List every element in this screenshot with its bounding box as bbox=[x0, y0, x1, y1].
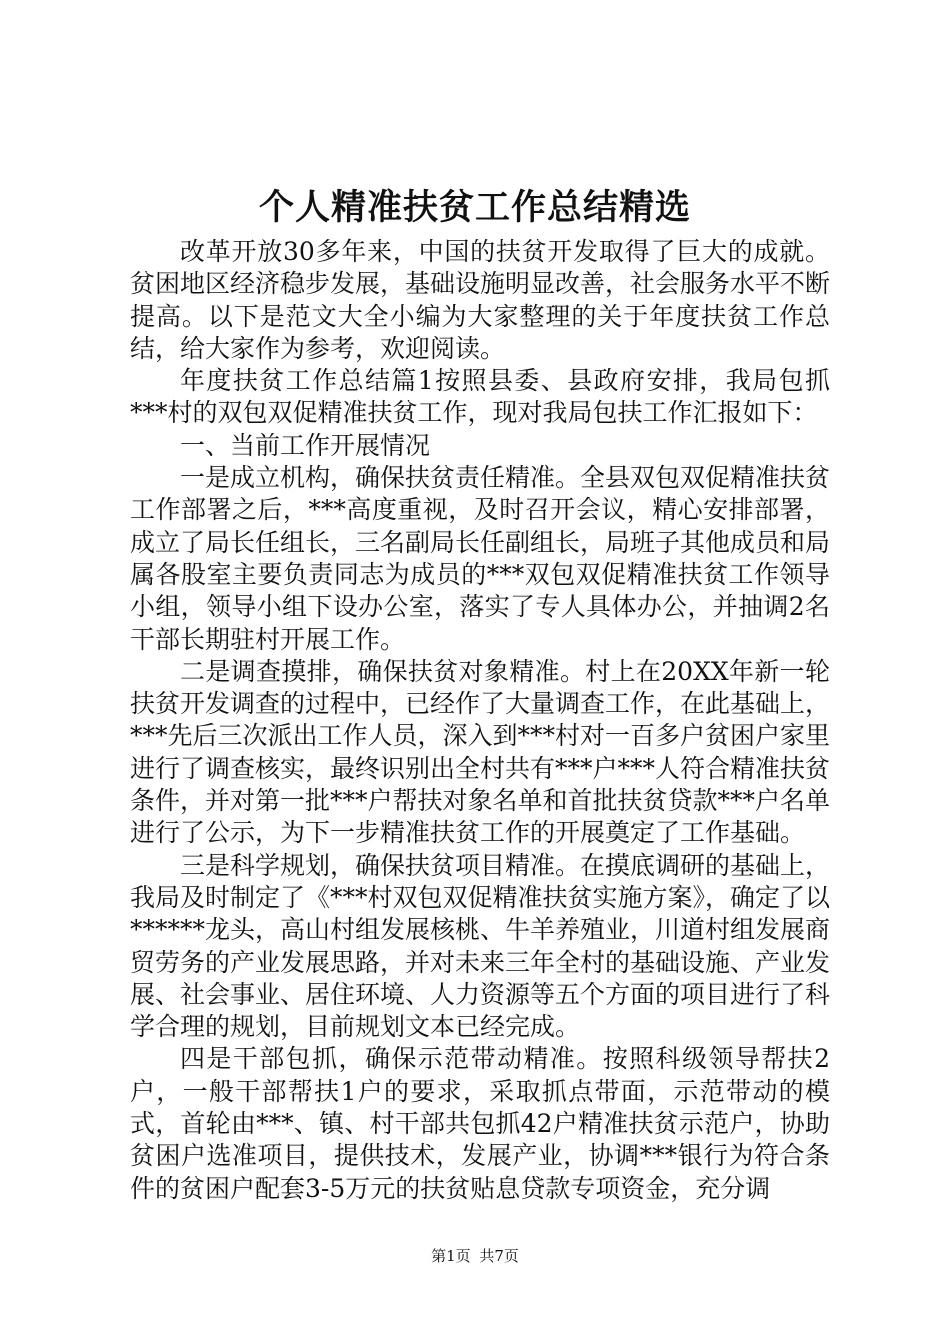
paragraph-item-4: 四是干部包抓，确保示范带动精准。按照科级领导帮扶2户，一般干部帮扶1户的要求，采取抓点带面，示范带动的模式，首轮由***、镇、村干部共包抓42户精准扶贫示范户，协助贫困户选准项目，提供技术，发展产业，协调***银行为符合条件的贫困户配套3-5万元的扶贫贴息贷款专项资金，充分调 bbox=[130, 1044, 830, 1203]
document-body bbox=[130, 236, 830, 1205]
document-title: 个人精准扶贫工作总结精选 bbox=[258, 187, 691, 228]
page-footer bbox=[0, 1244, 950, 1268]
page-number: 第1页 bbox=[431, 1247, 471, 1265]
paragraph-item-1: 一是成立机构，确保扶贫责任精准。全县双包双促精准扶贫工作部署之后，***高度重视，及时召开会议，精心安排部署，成立了局长任组长，三名副局长任副组长，局班子其他成员和局属各股室主要负责同志为成员的***双包双促精准扶贫工作领导小组，领导小组下设办公室，落实了专人具体办公，并抽调2名干部长期驻村开展工作。 bbox=[130, 463, 831, 654]
paragraph-intro: 改革开放30多年来，中国的扶贫开发取得了巨大的成就。贫困地区经济稳步发展，基础设施明显改善，社会服务水平不断提高。以下是范文大全小编为大家整理的关于年度扶贫工作总结，给大家作为参考，欢迎阅读。 bbox=[130, 237, 831, 363]
paragraph-item-2: 二是调查摸排，确保扶贫对象精准。村上在20XX年新一轮扶贫开发调查的过程中，已经作了大量调查工作，在此基础上，***先后三次派出工作人员，深入到***村对一百多户贫困户家里进行了调查核实，最终识别出全村共有***户***人符合精准扶贫条件，并对第一批***户帮扶对象名单和首批扶贫贷款***户名单进行了公示，为下一步精准扶贫工作的开展奠定了工作基础。 bbox=[130, 656, 831, 848]
section-heading: 一、当前工作开展情况 bbox=[180, 430, 431, 460]
paragraph-overview: 年度扶贫工作总结篇1按照县委、县政府安排，我局包抓***村的双包双促精准扶贫工作，现对我局包扶工作汇报如下： bbox=[130, 366, 830, 428]
page-total: 共7页 bbox=[479, 1247, 519, 1265]
paragraph-item-3: 三是科学规划，确保扶贫项目精准。在摸底调研的基础上，我局及时制定了《***村双包双促精准扶贫实施方案》，确定了以******龙头，高山村组发展核桃、牛羊养殖业，川道村组发展商贸劳务的产业发展思路，并对未来三年全村的基础设施、产业发展、社会事业、居住环境、人力资源等五个方面的项目进行了科学合理的规划，目前规划文本已经完成。 bbox=[130, 850, 831, 1042]
